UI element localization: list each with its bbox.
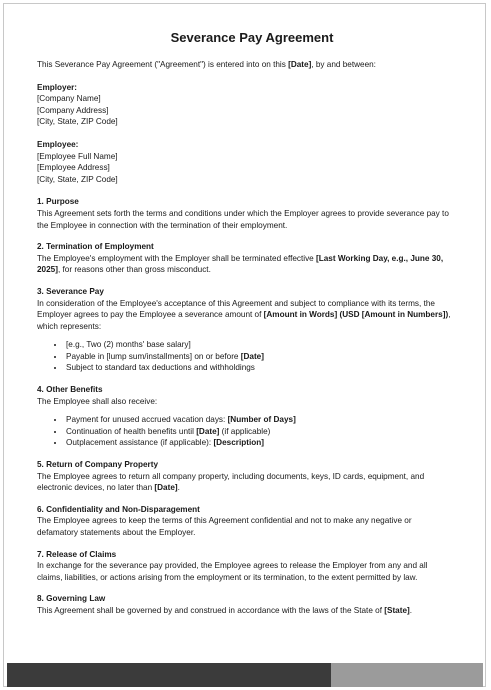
footer-light-segment <box>331 663 483 687</box>
section-title: 3. Severance Pay <box>37 286 104 296</box>
document-page <box>37 30 453 627</box>
footer-bar <box>7 663 483 687</box>
section-body: This Agreement shall be governed by and construed in accordance with the laws of the State of [State]. <box>37 605 413 615</box>
section-body: The Employee agrees to return all company property, including documents, keys, ID cards, equipment, and electronic devices, no later than [Date]. <box>37 471 425 493</box>
section-severance <box>37 286 453 374</box>
section-body: The Employee's employment with the Employer shall be terminated effective [Last Working Day, e.g., June 30, 2025], for reasons other than gross misconduct. <box>37 253 444 275</box>
intro-text-end: , by and between: <box>311 60 376 69</box>
footer-dark-segment <box>7 663 331 687</box>
employee-address: [Employee Address] <box>37 163 110 173</box>
section-title: 5. Return of Company Property <box>37 460 159 470</box>
section-benefits <box>37 384 453 449</box>
section-termination <box>37 241 453 276</box>
employee-name: [Employee Full Name] <box>37 151 118 161</box>
section-confidentiality <box>37 504 453 539</box>
employer-city: [City, State, ZIP Code] <box>37 117 118 127</box>
section-body: The Employee shall also receive: <box>37 396 158 406</box>
employee-label: Employee: <box>37 139 79 149</box>
employee-city: [City, State, ZIP Code] <box>37 174 118 184</box>
section-body: In exchange for the severance pay provided, the Employee agrees to release the Employer from any and all claims, liabilities, or actions arising from the employment or its termination, to the extent permitted by law. <box>37 561 428 582</box>
section-body: The Employee agrees to keep the terms of this Agreement confidential and not to make any negative or defamatory statements about the Employer. <box>37 516 412 537</box>
list-item: • [e.g., Two (2) months' base salary] <box>65 339 453 351</box>
section-title: 8. Governing Law <box>37 594 106 604</box>
section-title: 6. Confidentiality and Non-Disparagement <box>37 504 200 514</box>
section-governing-law <box>37 593 453 616</box>
section-title: 1. Purpose <box>37 197 79 207</box>
section-property <box>37 459 453 494</box>
section-title: 4. Other Benefits <box>37 385 103 395</box>
section-purpose <box>37 196 453 231</box>
employer-name: [Company Name] <box>37 94 101 104</box>
list-item: • Subject to standard tax deductions and withholdings <box>65 362 453 374</box>
list-item: • Outplacement assistance (if applicable): [Description] <box>65 437 453 449</box>
section-body: This Agreement sets forth the terms and conditions under which the Employer agrees to provide severance pay to the Employee in connection with the termination of their employment. <box>37 208 449 230</box>
benefits-list <box>37 414 453 449</box>
section-release <box>37 549 453 584</box>
section-body: In consideration of the Employee's acceptance of this Agreement and subject to compliance with its terms, the Employer agrees to pay the Employee a severance amount of [Amount in Words] (USD [Amount in Numbers]), which represents: <box>37 298 451 331</box>
intro-date: [Date] <box>288 60 312 69</box>
section-title: 2. Termination of Employment <box>37 242 154 252</box>
employee-block <box>37 139 453 185</box>
employer-label: Employer: <box>37 82 78 92</box>
intro-paragraph <box>37 59 453 71</box>
severance-list <box>37 339 453 374</box>
document-title: Severance Pay Agreement <box>170 30 334 45</box>
section-title: 7. Release of Claims <box>37 549 117 559</box>
list-item: • Payable in [lump sum/installments] on or before [Date] <box>65 351 453 363</box>
employer-block <box>37 82 453 128</box>
list-item: • Continuation of health benefits until [Date] (if applicable) <box>65 426 453 438</box>
intro-text: This Severance Pay Agreement ("Agreement") is entered into on this <box>37 60 289 69</box>
list-item: • Payment for unused accrued vacation days: [Number of Days] <box>65 414 453 426</box>
employer-address: [Company Address] <box>37 105 109 115</box>
